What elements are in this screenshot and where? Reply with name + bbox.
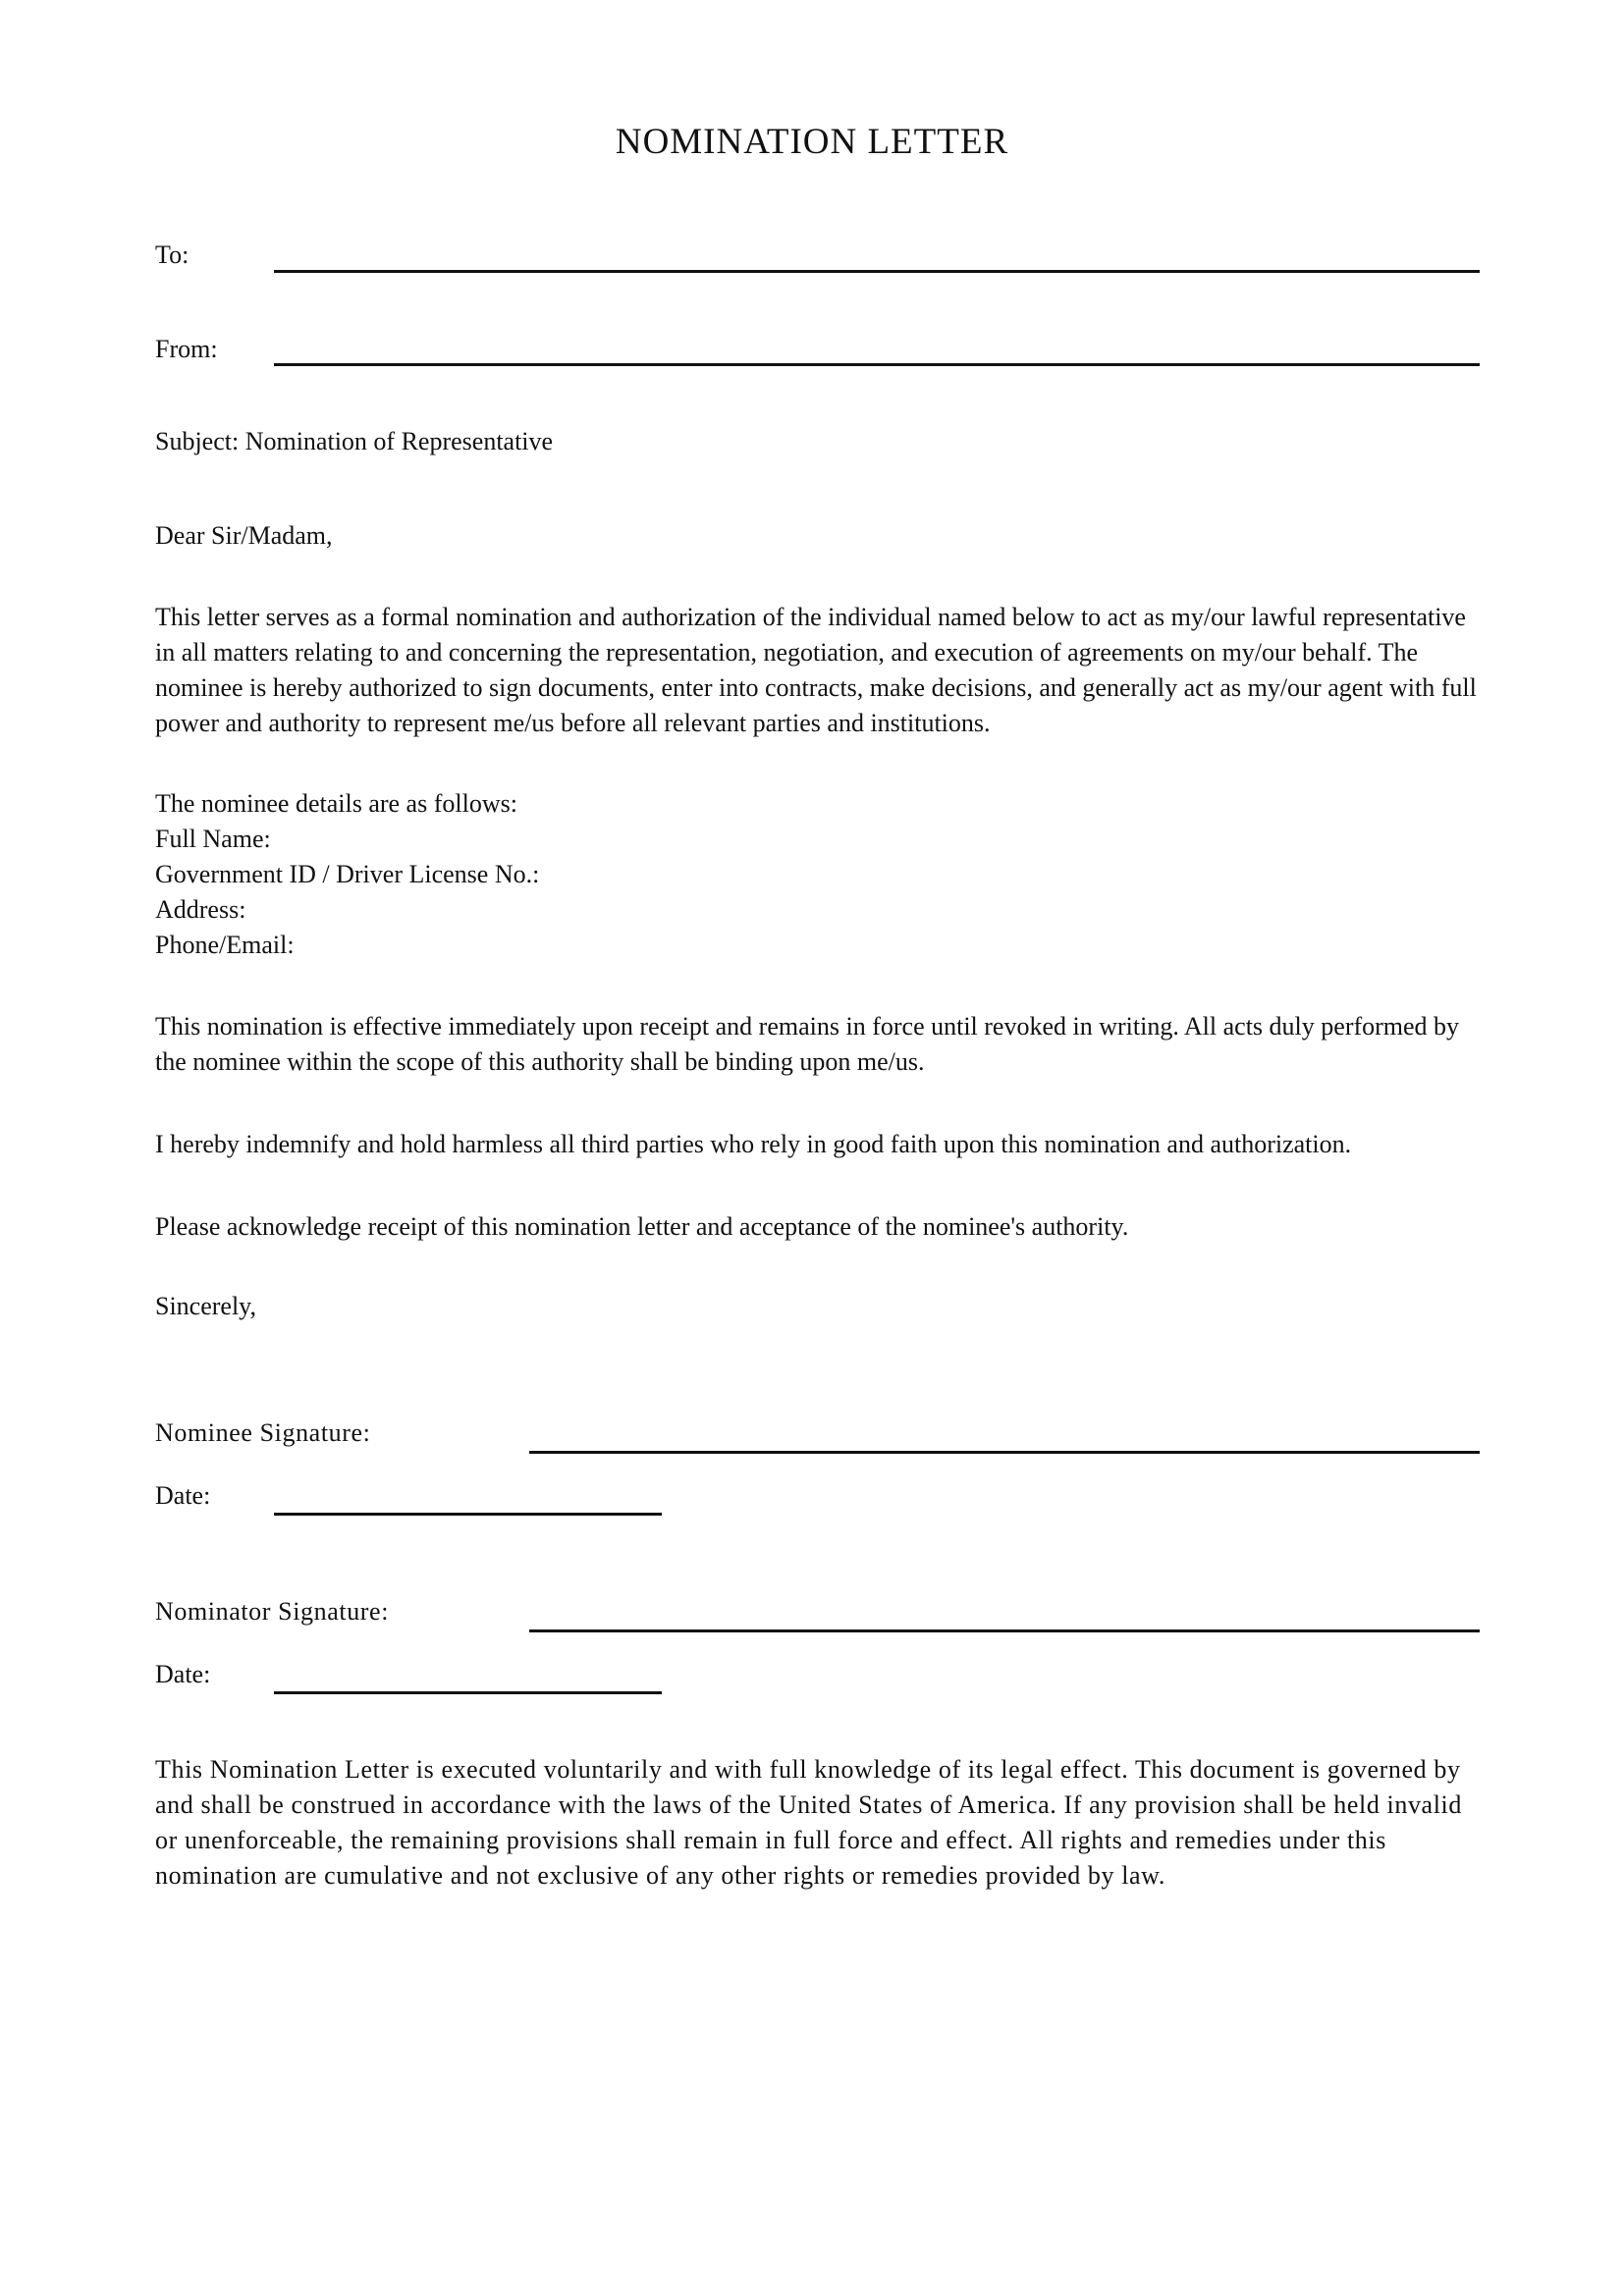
from-label: From:: [155, 335, 218, 363]
acknowledgement-paragraph: Please acknowledge receipt of this nomination letter and acceptance of the nominee's authority.: [155, 1212, 1129, 1241]
nominator-date-line[interactable]: [274, 1691, 662, 1694]
nominee-date-line[interactable]: [274, 1513, 662, 1516]
nominee-details-intro: The nominee details are as follows:: [155, 789, 517, 818]
nominee-details-block: [155, 786, 1490, 963]
nominee-field-address: Address:: [155, 895, 246, 924]
governing-law-paragraph: This Nomination Letter is executed voluntarily and with full knowledge of its legal effect. This document is governed by and shall be construed in accordance with the laws of the United States of America. If any provision shall be held invalid or unenforceable, the remaining provisions shall remain in full force and effect. All rights and remedies under this nomination are cumulative and not exclusive of any other rights or remedies provided by law.: [155, 1755, 1462, 1890]
nominator-signature-label: Nominator Signature:: [155, 1597, 390, 1626]
effective-paragraph: This nomination is effective immediately upon receipt and remains in force until revoked in writing. All acts duly performed by the nominee within the scope of this authority shall be binding upon me/us.: [155, 1012, 1460, 1076]
nominee-field-phone-email: Phone/Email:: [155, 931, 295, 959]
indemnity-paragraph: I hereby indemnify and hold harmless all third parties who rely in good faith upon this nomination and authorization.: [155, 1130, 1352, 1158]
nominee-date-label: Date:: [155, 1481, 211, 1510]
nominee-signature-label: Nominee Signature:: [155, 1418, 371, 1447]
subject-line: Subject: Nomination of Representative: [155, 427, 554, 455]
nominator-signature-line[interactable]: [529, 1629, 1480, 1632]
nominator-date-label: Date:: [155, 1660, 211, 1688]
to-label: To:: [155, 240, 189, 269]
salutation: Dear Sir/Madam,: [155, 521, 333, 550]
nominee-signature-line[interactable]: [529, 1451, 1480, 1454]
authorization-paragraph: This letter serves as a formal nomination and authorization of the individual named below to act as my/our lawful representative in all matters relating to and concerning the representation, negotiation, and execution of agreements on my/our behalf. The nominee is hereby authorized to sign documents, enter into contracts, make decisions, and generally act as my/our agent with full power and authority to represent me/us before all relevant parties and institutions.: [155, 603, 1477, 737]
nominee-field-government-id: Government ID / Driver License No.:: [155, 860, 540, 888]
document-title: NOMINATION LETTER: [615, 122, 1009, 162]
closing: Sincerely,: [155, 1292, 256, 1320]
nominee-field-full-name: Full Name:: [155, 825, 271, 853]
to-field-line[interactable]: [274, 270, 1480, 273]
from-field-line[interactable]: [274, 363, 1480, 366]
